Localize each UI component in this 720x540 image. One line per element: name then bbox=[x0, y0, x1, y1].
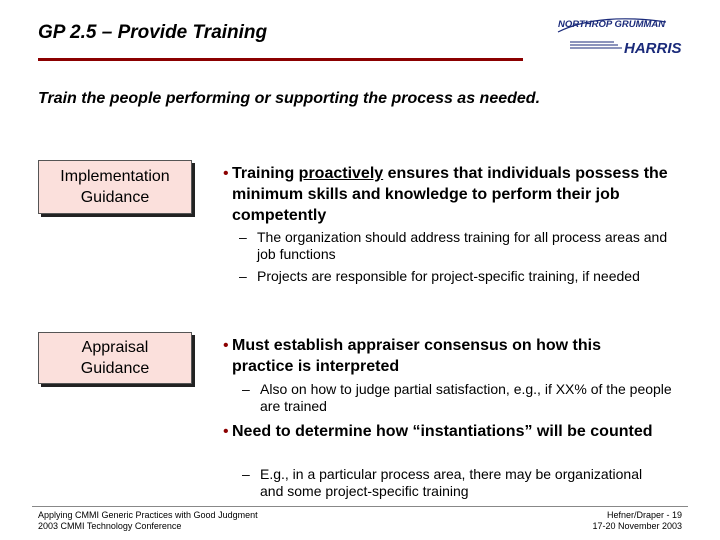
sub-bullet-projects bbox=[239, 268, 679, 285]
dash-glyph: – bbox=[242, 466, 250, 482]
harris-logo bbox=[570, 34, 682, 60]
northrop-grumman-logo-text: NORTHROP GRUMMAN bbox=[558, 19, 666, 30]
title-underline bbox=[38, 58, 523, 61]
bullet-glyph: • bbox=[223, 423, 229, 440]
footer-conference: 2003 CMMI Technology Conference bbox=[38, 521, 182, 531]
implementation-box-line1: Implementation bbox=[60, 168, 170, 185]
slide-subtitle: Train the people performing or supporting the process as needed. bbox=[38, 90, 541, 107]
dash-glyph: – bbox=[239, 268, 247, 284]
appraisal-guidance-box bbox=[38, 332, 192, 384]
sub-bullet-text: Also on how to judge partial satisfaction, e.g., if XX% of the people are trained bbox=[260, 381, 672, 414]
footer-presentation-title: Applying CMMI Generic Practices with Good Judgment bbox=[38, 510, 258, 520]
sub-bullet-example bbox=[242, 466, 662, 500]
bullet-text: Need to determine how “instantiations” will be counted bbox=[232, 423, 653, 440]
footer-left bbox=[38, 510, 258, 532]
bullet-text: Must establish appraiser consensus on how this practice is interpreted bbox=[232, 337, 601, 375]
sub-bullet-organization bbox=[239, 229, 679, 263]
sub-bullet-text: The organization should address training for all process areas and job functions bbox=[257, 229, 668, 262]
footer-right bbox=[592, 510, 682, 532]
bullet-instantiations bbox=[223, 421, 663, 442]
appraisal-box-line1: Appraisal bbox=[81, 339, 149, 356]
underlined-word: proactively bbox=[298, 165, 384, 182]
bullet-glyph: • bbox=[223, 165, 229, 182]
bullet-text-post: ensures that individuals possess the minimum skills and knowledge to perform their job competently bbox=[232, 165, 668, 224]
bullet-glyph: • bbox=[223, 337, 229, 354]
sub-bullet-text: Projects are responsible for project-specific training, if needed bbox=[257, 268, 640, 284]
slide-title: GP 2.5 – Provide Training bbox=[38, 22, 268, 43]
bullet-training-proactively bbox=[223, 163, 703, 226]
sub-bullet-partial-satisfaction bbox=[242, 381, 682, 415]
appraisal-box-line2: Guidance bbox=[80, 360, 150, 377]
implementation-guidance-box bbox=[38, 160, 192, 214]
footer-authors-page: Hefner/Draper - 19 bbox=[606, 510, 682, 520]
dash-glyph: – bbox=[239, 229, 247, 245]
sub-bullet-text: E.g., in a particular process area, there may be organizational and some project-specific training bbox=[260, 466, 643, 499]
footer-date: 17-20 November 2003 bbox=[592, 521, 682, 531]
footer-divider bbox=[32, 506, 688, 507]
harris-logo-text: HARRIS bbox=[624, 40, 682, 57]
implementation-box-line2: Guidance bbox=[80, 189, 150, 206]
bullet-text-pre: Training bbox=[232, 165, 299, 182]
bullet-appraiser-consensus bbox=[223, 335, 663, 377]
dash-glyph: – bbox=[242, 381, 250, 397]
